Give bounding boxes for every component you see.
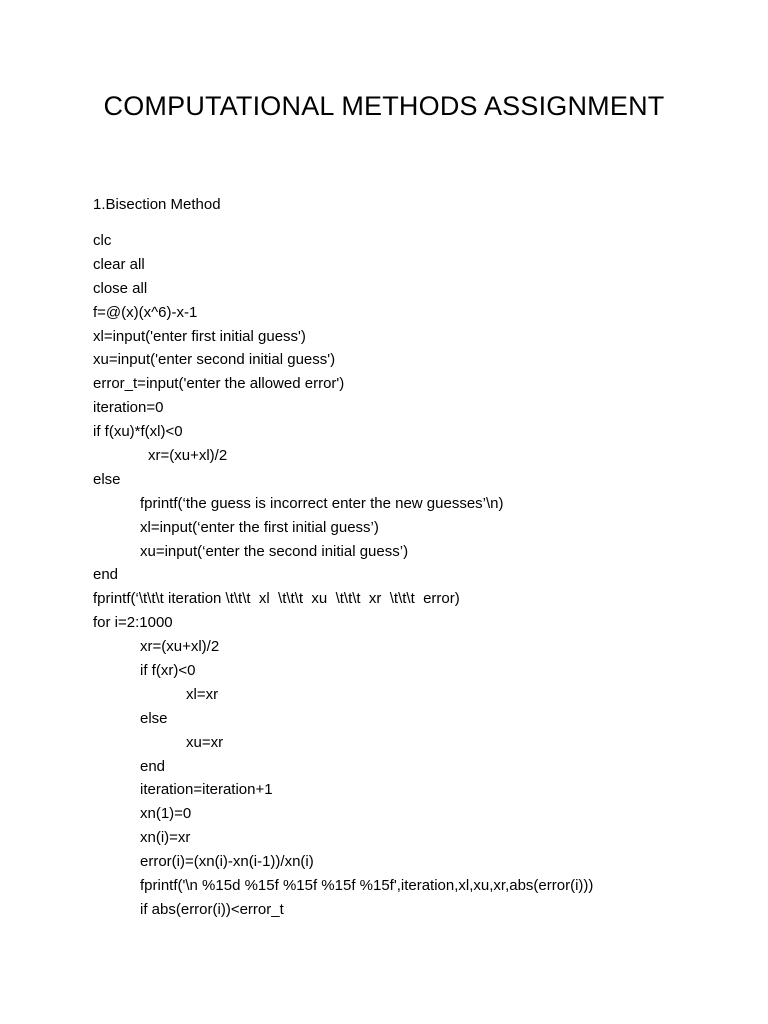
code-line: xl=input('enter first initial guess') [93,327,306,345]
code-line: xn(1)=0 [140,805,192,823]
code-line: xn(i)=xr [140,829,191,847]
code-line: xu=xr [186,733,224,751]
code-line: end [93,566,119,584]
code-line: fprintf('\n %15d %15f %15f %15f %15f',iteration,xl,xu,xr,abs(error(i))) [140,877,594,895]
code-line: else [140,709,168,727]
code-line: xu=input('enter second initial guess') [93,351,336,369]
code-line: xu=input(‘enter the second initial guess’) [140,542,409,560]
code-listing [93,229,753,922]
code-line: fprintf(‘\t\t\t iteration \t\t\t xl \t\t\t xu \t\t\t xr \t\t\t error) [93,590,460,608]
code-line: else [93,470,121,488]
code-line: for i=2:1000 [93,614,173,632]
code-line: xl=input(‘enter the first initial guess’) [140,518,379,536]
code-line: clear all [93,255,145,273]
code-line: if abs(error(i))<error_t [140,900,284,918]
code-line: fprintf(‘the guess is incorrect enter the new guesses’\n) [140,494,504,512]
code-line: iteration=0 [93,399,164,417]
code-line: if f(xr)<0 [140,662,196,680]
code-line: end [140,757,166,775]
code-line: clc [93,232,112,249]
section-heading: 1.Bisection Method [93,196,221,213]
code-line: xl=xr [186,685,219,703]
code-line: f=@(x)(x^6)-x-1 [93,303,198,321]
document-title: COMPUTATIONAL METHODS ASSIGNMENT [103,91,665,121]
code-line: error_t=input('enter the allowed error') [93,375,345,393]
code-line: xr=(xu+xl)/2 [140,638,220,656]
code-line: if f(xu)*f(xl)<0 [93,423,183,441]
code-line: close all [93,279,148,297]
code-line: error(i)=(xn(i)-xn(i-1))/xn(i) [140,853,314,871]
code-line: xr=(xu+xl)/2 [148,447,228,465]
code-line: iteration=iteration+1 [140,781,273,799]
